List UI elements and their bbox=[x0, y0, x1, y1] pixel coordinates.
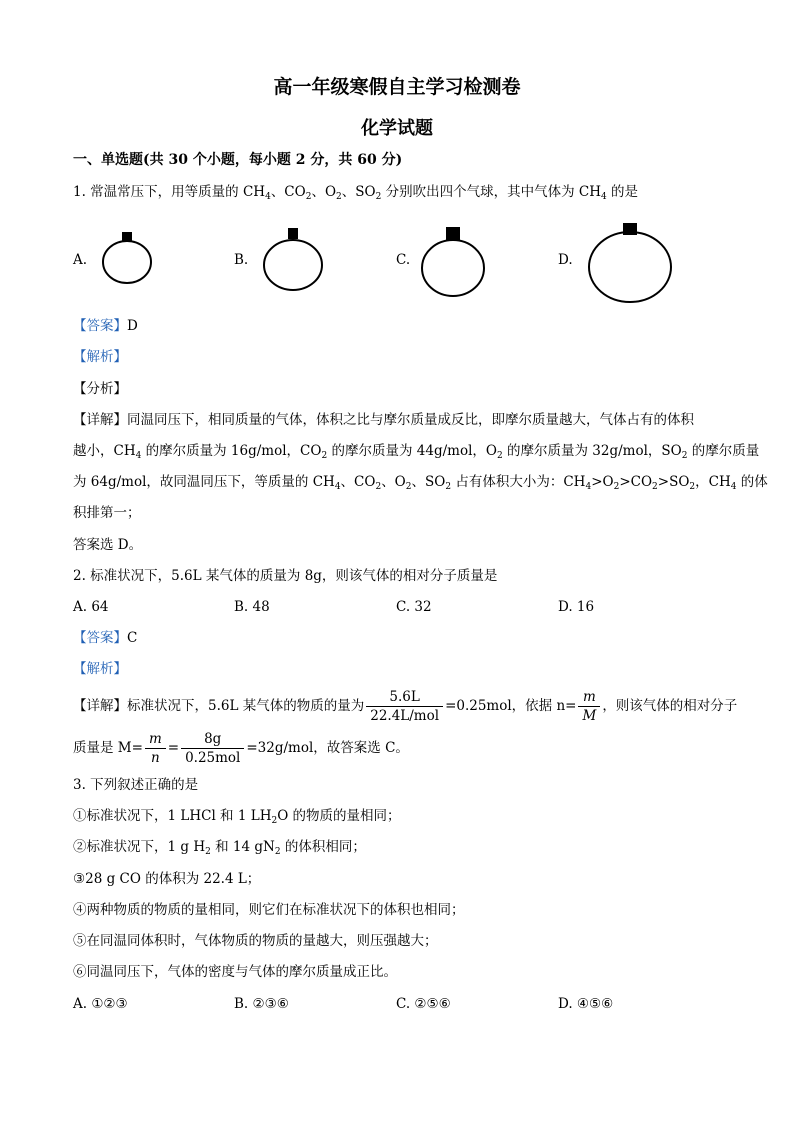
q2-option-d: D. 16 bbox=[558, 599, 595, 615]
q1-option-c-label: C. bbox=[396, 252, 411, 268]
q2-option-a: A. 64 bbox=[73, 599, 109, 615]
q2-option-b: B. 48 bbox=[234, 599, 270, 615]
q3-option-d: D. ④⑤⑥ bbox=[558, 996, 614, 1012]
q1-detail-line-3: 为 64g/mol，故同温同压下，等质量的 $CH_4$、$CO_2$、$O_2$、$SO_2$ 占有体积大小为：$CH_4>O_2>CO_2>SO_2$，$CH_4$ 的体 bbox=[73, 474, 768, 492]
q1-option-a-label: A. bbox=[73, 252, 88, 268]
q3-item-1: ①标准状况下，1 LHCl 和 1 $LH_2O$ 的物质的量相同； bbox=[73, 808, 401, 826]
q1-fenxi-tag: 【分析】 bbox=[73, 381, 127, 397]
section-heading: 一、单选题(共 30 个小题，每小题 2 分，共 60 分) bbox=[73, 152, 403, 168]
q1-detail-line-4: 积排第一； bbox=[73, 505, 141, 521]
q3-item-3: ③28 g CO 的体积为 22.4 L； bbox=[73, 871, 261, 887]
q3-option-c: C. ②⑤⑥ bbox=[396, 996, 451, 1012]
q1-detail-line-1: 【详解】同温同压下，相同质量的气体，体积之比与摩尔质量成反比，即摩尔质量越大，气体占有的体积 bbox=[73, 412, 694, 428]
exam-subtitle: 化学试题 bbox=[361, 118, 433, 139]
fraction-molar-mass: $\frac{8g}{\text{0.25mol}}$ bbox=[181, 730, 244, 767]
q3-item-6: ⑥同温同压下，气体的密度与气体的摩尔质量成正比。 bbox=[73, 964, 397, 980]
q3-item-4: ④两种物质的物质的量相同，则它们在标准状况下的体积也相同； bbox=[73, 902, 465, 918]
q3-stem: 3. 下列叙述正确的是 bbox=[73, 777, 199, 793]
balloon-largest-icon bbox=[585, 221, 677, 305]
fraction-moles: $\frac{5.6L}{\text{22.4L/mol}}$ bbox=[366, 688, 443, 725]
balloon-small-icon bbox=[100, 230, 156, 290]
q1-detail-line-2: 越小，$CH_4$ 的摩尔质量为 16g/mol，$CO_2$ 的摩尔质量为 44g/mol，$O_2$ 的摩尔质量为 32g/mol，$SO_2$ 的摩尔质量 bbox=[73, 443, 760, 461]
q3-item-2: ②标准状况下，1 g $H_2$ 和 14 $gN_2$ 的体积相同； bbox=[73, 839, 366, 857]
fraction-m-over-n: $\frac{m}{n}$ bbox=[145, 730, 166, 767]
exam-title: 高一年级寒假自主学习检测卷 bbox=[273, 76, 521, 98]
q3-item-5: ⑤在同温同体积时，气体物质的物质的量越大，则压强越大； bbox=[73, 933, 438, 949]
q1-analysis-tag: 【解析】 bbox=[73, 349, 127, 365]
q2-option-c: C. 32 bbox=[396, 599, 432, 615]
fraction-m-over-M: $\frac{m}{M}$ bbox=[578, 688, 600, 725]
q1-answer: 【答案】D bbox=[73, 318, 138, 334]
q3-option-b: B. ②③⑥ bbox=[234, 996, 289, 1012]
answer-tag: 【答案】 bbox=[73, 318, 127, 334]
q2-detail-line-2: 质量是 M= $\frac{m}{n}$ = $\frac{8g}{\text{0.25mol}}$ =32g/mol，故答案选 C。 bbox=[73, 731, 409, 766]
q2-answer: 【答案】C bbox=[73, 630, 138, 646]
balloon-large-icon bbox=[418, 225, 490, 299]
q2-detail-line-1: 【详解】标准状况下，5.6L 某气体的物质的量为 $\frac{5.6L}{\text{22.4L/mol}}$ =0.25mol，依据 n= $\frac{m}{M}$ ，则该气体的相对分子 bbox=[73, 689, 738, 724]
q1-stem: 1. 常温常压下，用等质量的 $CH_4$、$CO_2$、$O_2$、$SO_2$ 分别吹出四个气球，其中气体为 $CH_4$ 的是 bbox=[73, 184, 639, 202]
q2-stem: 2. 标准状况下，5.6L 某气体的质量为 8g，则该气体的相对分子质量是 bbox=[73, 568, 498, 584]
q1-option-d-label: D. bbox=[558, 252, 573, 268]
q1-option-b-label: B. bbox=[234, 252, 249, 268]
q1-conclusion: 答案选 D。 bbox=[73, 537, 143, 553]
balloon-medium-icon bbox=[260, 226, 326, 294]
q3-option-a: A. ①②③ bbox=[73, 996, 128, 1012]
q2-analysis-tag: 【解析】 bbox=[73, 661, 127, 677]
